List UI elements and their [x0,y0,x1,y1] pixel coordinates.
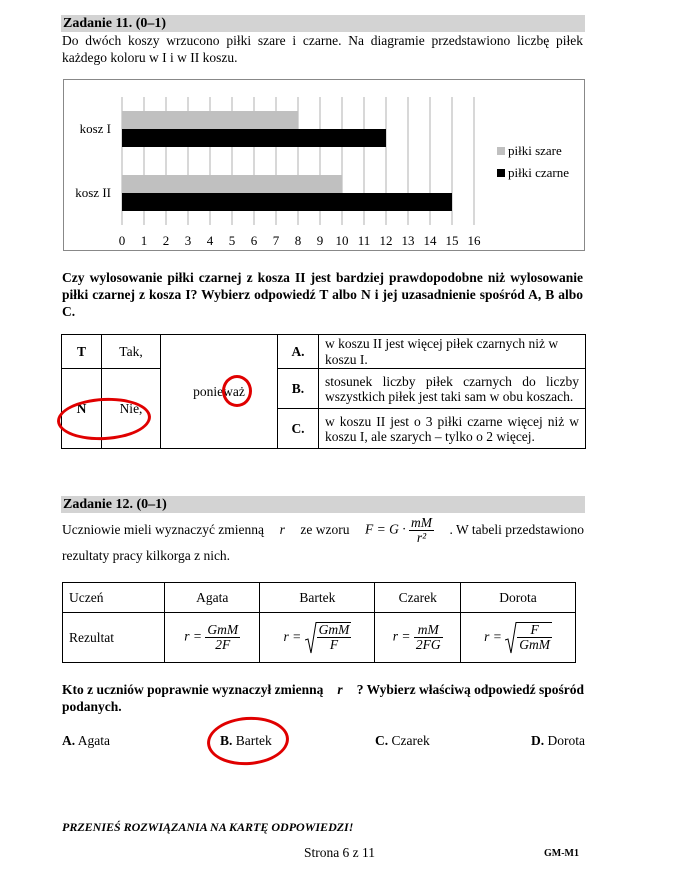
student-agata: Agata [165,583,260,613]
transfer-note: PRZENIEŚ ROZWIĄZANIA NA KARTĘ ODPOWIEDZI! [62,820,354,834]
task11-intro-line2: każdego koloru w I i w II koszu. [62,50,238,65]
task11-question-line3: C. [62,304,76,319]
result-numerator: GmM [318,621,350,637]
intro-var-r: r [279,522,285,537]
category-label: kosz II [75,185,111,200]
task12-question-line1 [62,682,584,698]
option-n-letter[interactable]: N [62,369,102,449]
result-denominator: GmM [519,636,550,652]
legend-swatch [497,169,505,177]
answer-letter: B. [220,733,233,748]
intro-part-c: . W tabeli przedstawiono [449,522,584,537]
chart-border [64,80,585,251]
option-c-letter[interactable]: C. [278,409,319,449]
answer-text: Dorota [547,733,585,748]
option-t-letter[interactable]: T [62,335,102,369]
task12-header: Zadanie 12. (0–1) [61,496,585,513]
bar [122,129,386,147]
legend-label: piłki szare [508,143,562,158]
formula [365,516,434,545]
x-tick-label: 13 [401,233,415,248]
answer-text: Bartek [235,733,272,748]
option-c-text: w koszu II jest o 3 piłki czarne więcej niż w koszu I, ale szarych – tylko o 2 więcej. [319,409,586,449]
legend-swatch [497,147,505,155]
result-agata [165,613,260,663]
chart [63,79,585,251]
formula-numerator: mM [411,514,432,530]
x-tick-label: 11 [357,233,371,248]
category-label: kosz I [79,121,111,136]
x-tick-label: 15 [445,233,459,248]
task11-answer-table [61,334,586,449]
option-b-letter[interactable]: B. [278,369,319,409]
task11-header: Zadanie 11. (0–1) [61,15,585,32]
x-tick-label: 7 [272,233,280,248]
x-tick-label: 4 [206,233,214,248]
answer-a[interactable] [62,733,110,749]
intro-part-b: ze wzoru [300,522,350,537]
answer-c[interactable] [375,733,430,749]
task12-question-line2: podanych. [62,699,122,714]
option-b-text: stosunek liczby piłek czarnych do liczby wszystkich piłek jest taki sam w obu koszach. [319,369,586,409]
x-tick-label: 5 [228,233,236,248]
answer-letter: A. [62,733,76,748]
question-part-b: ? Wybierz właściwą odpowiedź spośród [356,682,584,697]
x-tick-label: 1 [140,233,148,248]
task11-question-line1: Czy wylosowanie piłki czarnej z kosza II jest bardziej prawdopodobne niż wylosowanie [62,270,583,285]
square-root [505,622,552,654]
answer-letter: C. [375,733,389,748]
option-t-word[interactable]: Tak, [102,335,161,369]
header-result: Rezultat [63,613,165,663]
student-czarek: Czarek [375,583,461,613]
option-n-word[interactable]: Nie, [102,369,161,449]
x-tick-label: 6 [250,233,258,248]
result-lhs: r = [184,628,203,644]
task12-results-table [62,582,576,663]
result-lhs: r = [484,628,502,644]
answer-text: Czarek [391,733,430,748]
result-czarek [375,613,461,663]
x-tick-label: 2 [162,233,170,248]
result-denominator: 2F [215,637,231,652]
question-var-r: r [337,682,343,697]
result-denominator: 2FG [415,637,441,652]
x-tick-label: 10 [335,233,349,248]
x-tick-label: 12 [379,233,393,248]
page-number: Strona 6 z 11 [303,845,376,860]
result-numerator: mM [414,623,443,638]
result-numerator: GmM [207,622,239,637]
bar-chart [63,79,585,251]
x-tick-label: 0 [118,233,126,248]
result-lhs: r = [392,628,411,644]
formula-fraction [409,516,434,545]
task12-intro-line1 [62,512,584,548]
task11-question-line2: piłki czarnej z kosza I? Wybierz odpowiedź T albo N i jej uzasadnienie spośród A, B albo [62,287,583,302]
answer-text: Agata [77,733,110,748]
answer-b-circle-mark [222,375,252,407]
result-fraction [317,623,352,652]
result-fraction [414,623,443,652]
intro-part-a: Uczniowie mieli wyznaczyć zmienną [62,522,265,537]
answer-d[interactable] [531,733,585,749]
formula-denominator: r² [416,529,427,545]
result-numerator: F [517,623,552,638]
question-part-a: Kto z uczniów poprawnie wyznaczył zmienną [62,682,324,697]
bar [122,193,452,211]
result-lhs: r = [283,628,302,644]
exam-code: GM-M1 [544,848,579,859]
bar [122,111,298,129]
x-tick-label: 9 [316,233,324,248]
task12-intro-line2: rezultaty pracy kilkorga z nich. [62,548,231,563]
task11-intro-line1: Do dwóch koszy wrzucono piłki szare i czarne. Na diagramie przedstawiono liczbę piłek [62,33,583,48]
formula-lhs: F = G · [365,521,406,537]
sqrt-icon [505,622,517,654]
result-bartek [260,613,375,663]
legend-label: piłki czarne [508,165,569,180]
option-a-text: w koszu II jest więcej piłek czarnych niż w koszu I. [319,335,586,369]
because-word: ponieważ [161,335,278,449]
option-a-letter[interactable]: A. [278,335,319,369]
result-dorota [461,613,576,663]
bar [122,175,342,193]
answer-letter: D. [531,733,545,748]
header-student: Uczeń [63,583,165,613]
x-tick-label: 3 [184,233,192,248]
student-bartek: Bartek [260,583,375,613]
result-fraction [205,623,240,652]
answer-bartek-circle-mark [205,714,290,768]
square-root [305,622,352,654]
result-denominator: F [329,636,339,652]
result-fraction [517,623,552,652]
sqrt-icon [305,622,317,654]
student-dorota: Dorota [461,583,576,613]
x-tick-label: 16 [467,233,481,248]
x-tick-label: 8 [294,233,302,248]
x-tick-label: 14 [423,233,437,248]
